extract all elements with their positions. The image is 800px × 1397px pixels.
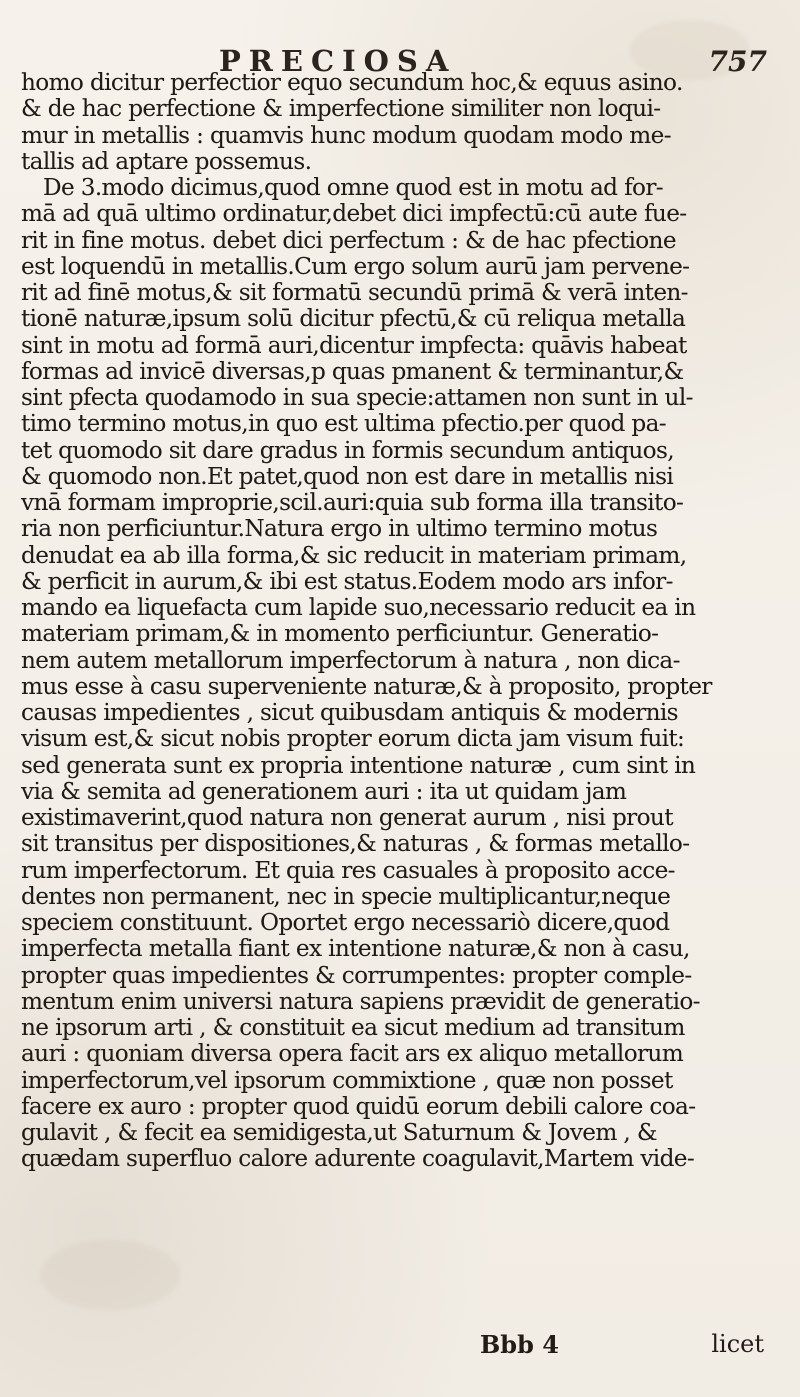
body-text [21,70,773,1173]
text-line: sed generata sunt ex propria intentione naturæ , cum sint in [21,752,696,779]
text-line: causas impedientes , sicut quibusdam antiquis & modernis [21,700,678,726]
paper-stain [40,1240,180,1310]
text-line: mus esse à casu superveniente naturæ,& à proposito, propter [21,673,712,700]
text-line: vnā formam improprie,scil.auri:quia sub forma illa transito- [21,490,684,516]
text-line: propter quas impedientes & corrumpentes: propter comple- [21,962,692,989]
text-line: materiam primam,& in momento perficiuntur. Generatio- [21,621,659,648]
text-line: ria non perficiuntur.Natura ergo in ultimo termino motus [21,516,658,543]
page-number: 757 [708,45,767,78]
text-line: auri : quoniam diversa opera facit ars ex aliquo metallorum [21,1041,684,1068]
text-line: De 3.modo dicimus,quod omne quod est in motu ad for- [43,175,663,201]
text-line: tallis ad aptare possemus. [21,148,312,175]
text-line: mur in metallis : quamvis hunc modum quodam modo me- [21,122,671,149]
text-line: gulavit , & fecit ea semidigesta,ut Saturnum & Jovem , & [21,1120,657,1146]
text-line: est loquendū in metallis.Cum ergo solum aurū jam pervene- [21,253,690,280]
text-line: & perficit in aurum,& ibi est status.Eodem modo ars infor- [21,568,673,595]
signature-mark: Bbb 4 [480,1330,559,1359]
text-line: speciem constituunt. Oportet ergo necessariò dicere,quod [21,910,670,936]
text-line: facere ex auro : propter quod quidū eorum debili calore coa- [21,1093,696,1120]
text-line: timo termino motus,in quo est ultima pfectio.per quod pa- [21,411,666,438]
text-line: rum imperfectorum. Et quia res casuales à proposito acce- [21,857,675,884]
text-line: sint pfecta quodamodo in sua specie:attamen non sunt in ul- [21,385,693,411]
text-line: rit in fine motus. debet dici perfectum : & de hac pfectione [21,227,676,254]
text-line: sint in motu ad formā auri,dicentur impfecta: quāvis habeat [21,332,687,359]
running-head: PRECIOSA [219,44,457,78]
page-footer [0,1330,800,1370]
text-line: existimaverint,quod natura non generat aurum , nisi prout [21,805,673,831]
text-line: via & semita ad generationem auri : ita ut quidam jam [21,778,627,805]
text-line: quædam superfluo calore adurente coagulavit,Martem vide- [21,1146,695,1173]
text-line: homo dicitur perfectior equo secundum hoc,& equus asino. [21,70,683,96]
text-line: visum est,& sicut nobis propter eorum dicta jam visum fuit: [21,726,685,753]
text-line: imperfectorum,vel ipsorum commixtione , quæ non posset [21,1067,673,1094]
text-line: formas ad invicē diversas,p quas pmanent & terminantur,& [21,358,684,385]
text-line: mā ad quā ultimo ordinatur,debet dici impfectū:cū aute fue- [21,201,687,228]
text-line: & quomodo non.Et patet,quod non est dare in metallis nisi [21,463,674,490]
text-line: tionē naturæ,ipsum solū dicitur pfectū,& cū reliqua metalla [21,306,686,333]
text-line: sit transitus per dispositiones,& naturas , & formas metallo- [21,831,690,858]
text-line: mando ea liquefacta cum lapide suo,necessario reducit ea in [21,595,696,621]
text-line: mentum enim universi natura sapiens prævidit de generatio- [21,988,700,1015]
text-line: nem autem metallorum imperfectorum à natura , non dica- [21,647,680,674]
text-line: tet quomodo sit dare gradus in formis secundum antiquos, [21,437,674,464]
text-line: ne ipsorum arti , & constituit ea sicut medium ad transitum [21,1015,685,1041]
text-line: imperfecta metalla fiant ex intentione naturæ,& non à casu, [21,936,690,963]
text-line: dentes non permanent, nec in specie multiplicantur,neque [21,883,671,910]
text-line: & de hac perfectione & imperfectione similiter non loqui- [21,96,661,123]
catchword: licet [711,1330,764,1358]
text-line: denudat ea ab illa forma,& sic reducit in materiam primam, [21,542,687,569]
text-line: rit ad finē motus,& sit formatū secundū primā & verā inten- [21,280,688,306]
